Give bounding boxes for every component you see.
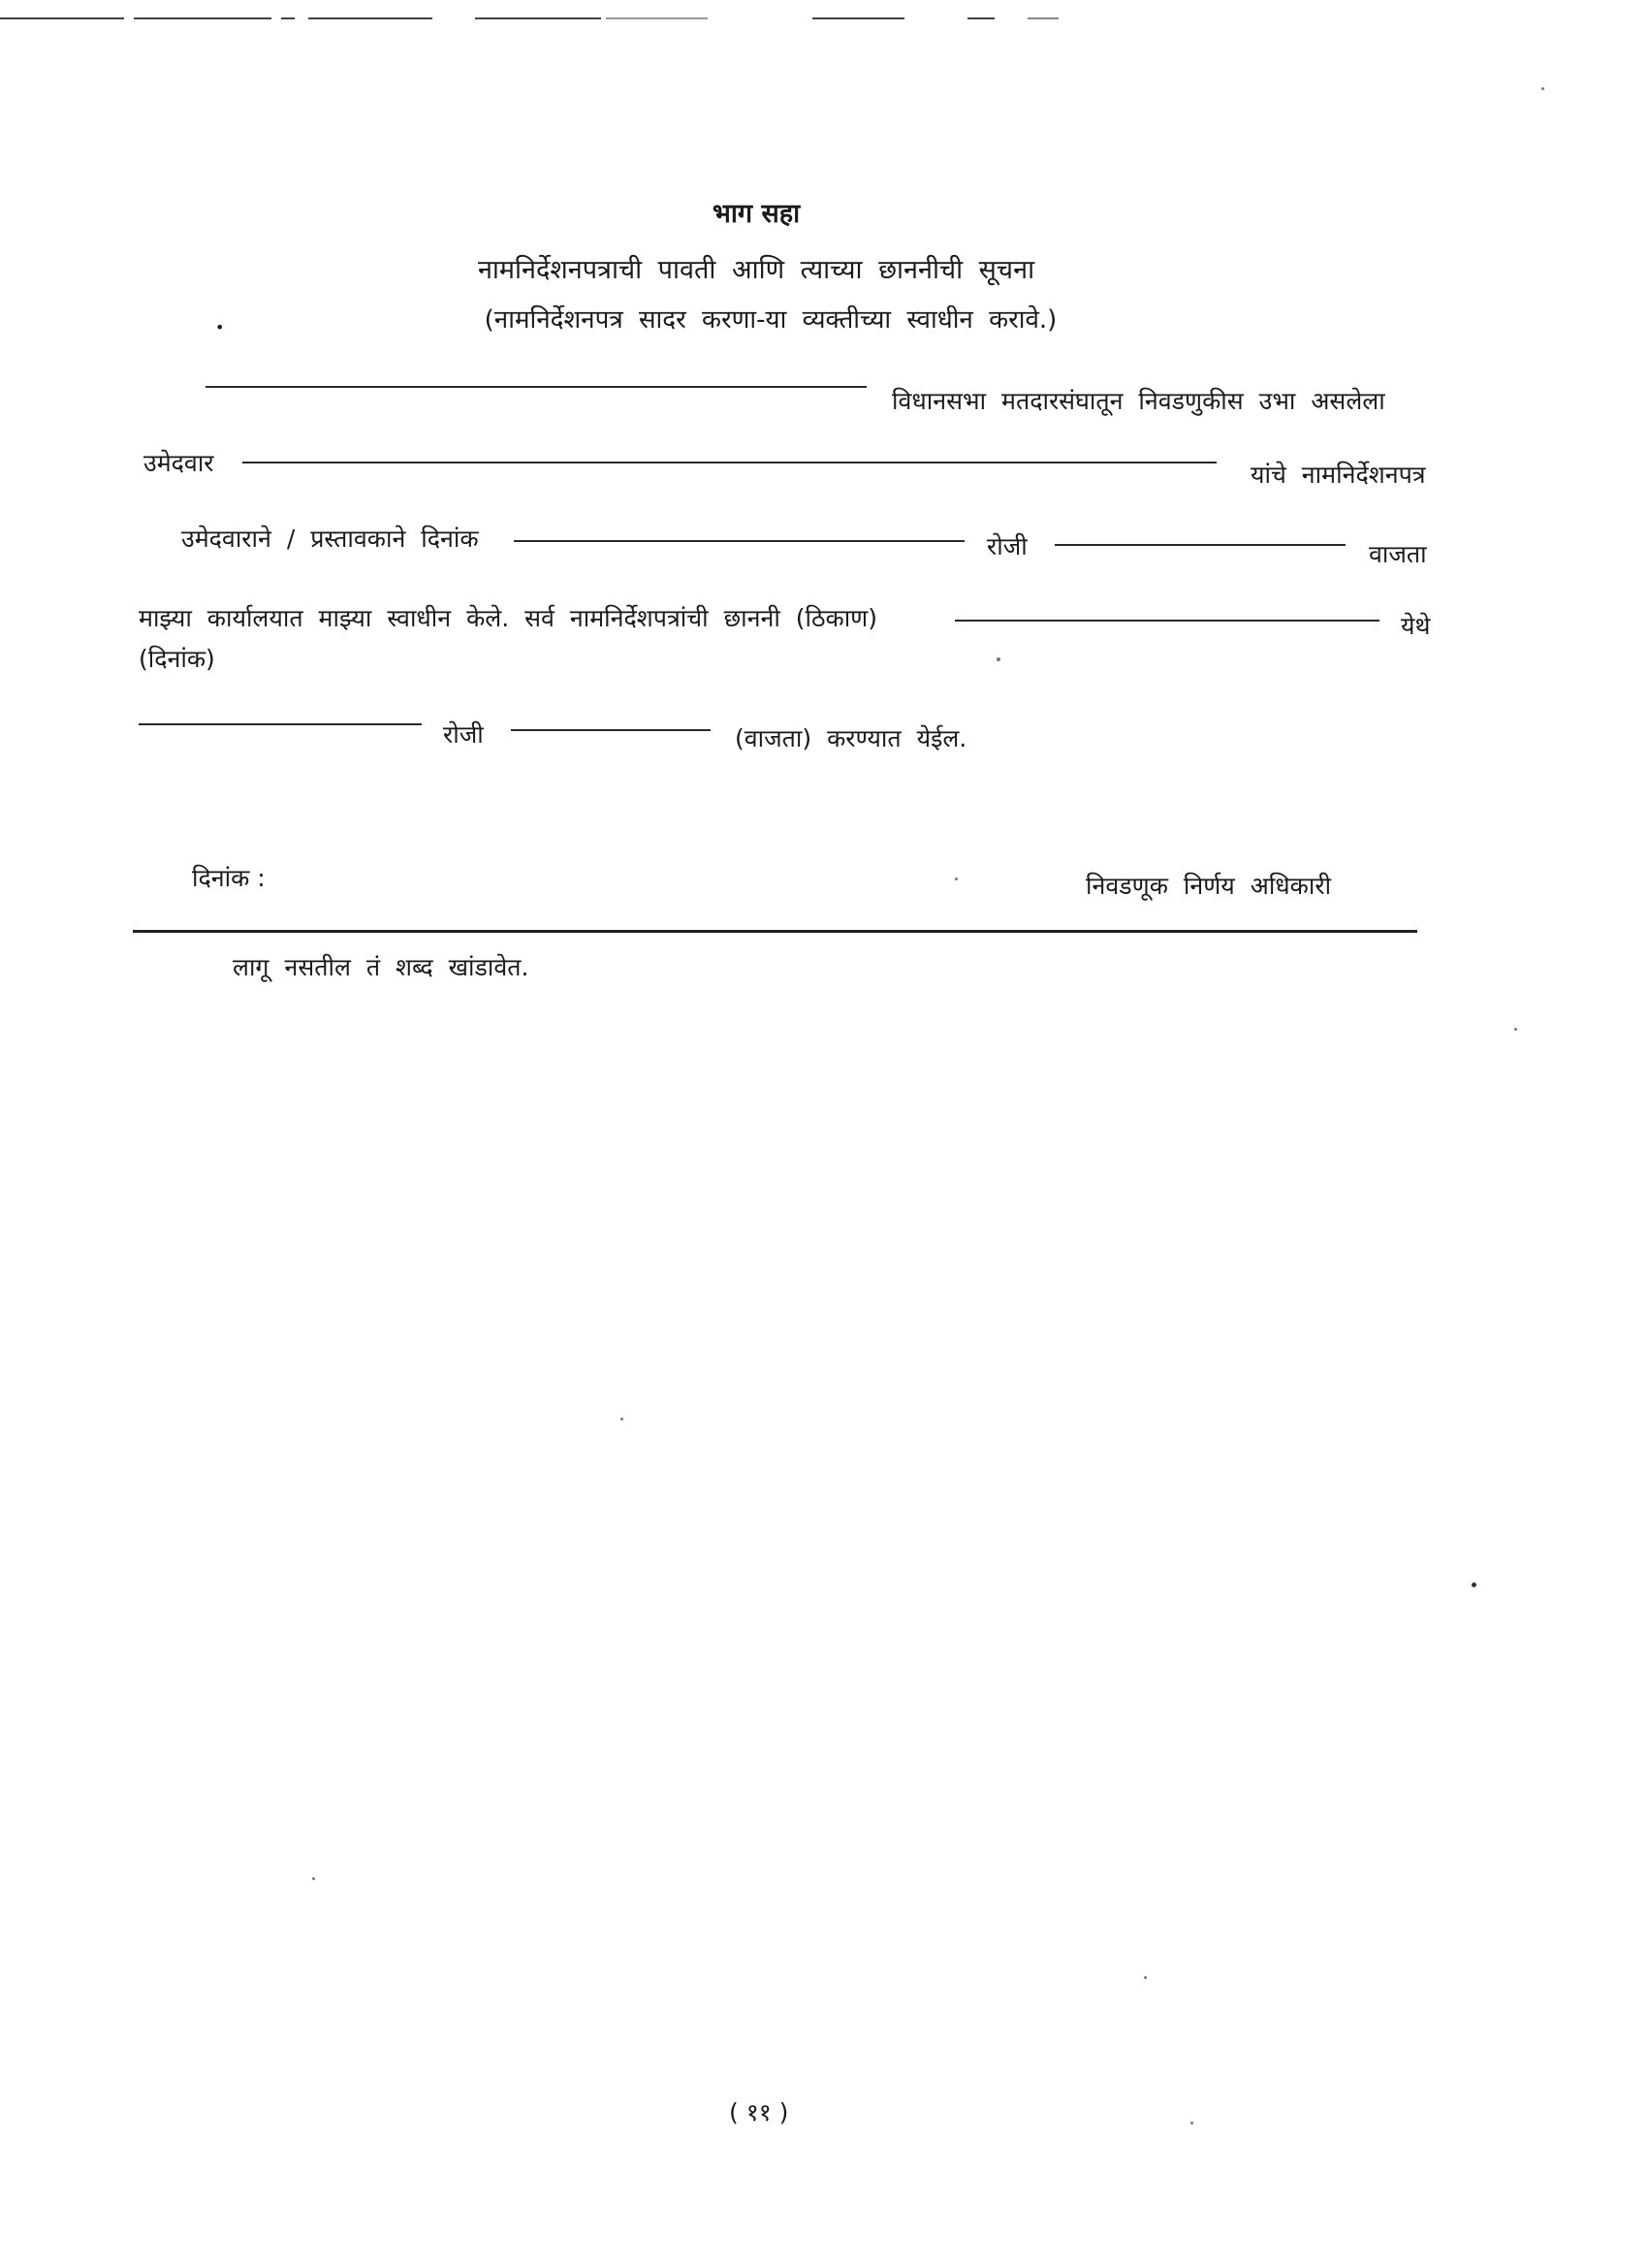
- footnote: लागू नसतील तं शब्द खांडावेत.: [233, 953, 529, 981]
- constituency-text: विधानसभा मतदारसंघातून निवडणुकीस उभा असलेला: [892, 387, 1385, 415]
- hours-label: वाजता: [1369, 540, 1427, 568]
- scan-speck: [1541, 87, 1544, 90]
- blank-scrutiny-time: [511, 729, 711, 731]
- scan-artifact-line: [281, 17, 295, 19]
- scan-speck: [1190, 2122, 1193, 2124]
- here-label: येथे: [1401, 612, 1431, 640]
- blank-candidate-name: [242, 462, 1217, 463]
- scan-speck: [1514, 1028, 1517, 1031]
- scan-speck: [620, 1418, 623, 1421]
- candidate-label: उमेदवार: [143, 449, 214, 477]
- scan-artifact-line: [134, 17, 271, 19]
- scan-speck: [312, 1877, 315, 1880]
- proposer-date-label: उमेदवाराने / प्रस्तावकाने दिनांक: [181, 525, 479, 553]
- scan-artifact-line: [1028, 17, 1059, 19]
- scan-artifact-line: [606, 17, 708, 19]
- scan-artifact-line: [967, 17, 995, 19]
- signature-divider: [133, 930, 1417, 933]
- blank-submission-date: [514, 540, 965, 542]
- scan-artifact-line: [0, 17, 124, 19]
- blank-constituency: [206, 386, 867, 388]
- page-title: भाग सहा: [712, 199, 801, 229]
- scan-speck: [955, 878, 958, 880]
- returning-officer-label: निवडणूक निर्णय अधिकारी: [1086, 872, 1332, 900]
- form-instruction: (नामनिर्देशनपत्र सादर करणा-या व्यक्तीच्या स्वाधीन करावे.): [484, 305, 1058, 335]
- nomination-paper-label: यांचे नामनिर्देशनपत्र: [1251, 461, 1426, 489]
- bullet-mark: •: [215, 318, 225, 336]
- date-sub-label: (दिनांक): [139, 645, 215, 673]
- scrutiny-text: माझ्या कार्यालयात माझ्या स्वाधीन केले. सर्व नामनिर्देशपत्रांची छाननी (ठिकाण): [139, 604, 878, 632]
- form-subtitle: नामनिर्देशनपत्राची पावती आणि त्याच्या छाननीची सूचना: [477, 255, 1035, 285]
- scan-speck: [1472, 1582, 1476, 1587]
- scrutiny-time-text: (वाजता) करण्यात येईल.: [735, 724, 967, 752]
- scrutiny-on-day-label: रोजी: [443, 720, 484, 749]
- scan-artifact-line: [308, 17, 432, 19]
- blank-scrutiny-date: [139, 723, 422, 725]
- scan-artifact-line: [475, 17, 601, 19]
- scan-speck: [997, 657, 1000, 661]
- page-number: ( ११ ): [729, 2098, 789, 2126]
- date-label: दिनांक :: [192, 864, 266, 892]
- blank-submission-time: [1055, 544, 1346, 546]
- scan-speck: [1144, 1976, 1147, 1979]
- blank-scrutiny-place: [955, 620, 1379, 622]
- on-day-label: रोजी: [987, 532, 1028, 560]
- scan-artifact-line: [812, 17, 904, 19]
